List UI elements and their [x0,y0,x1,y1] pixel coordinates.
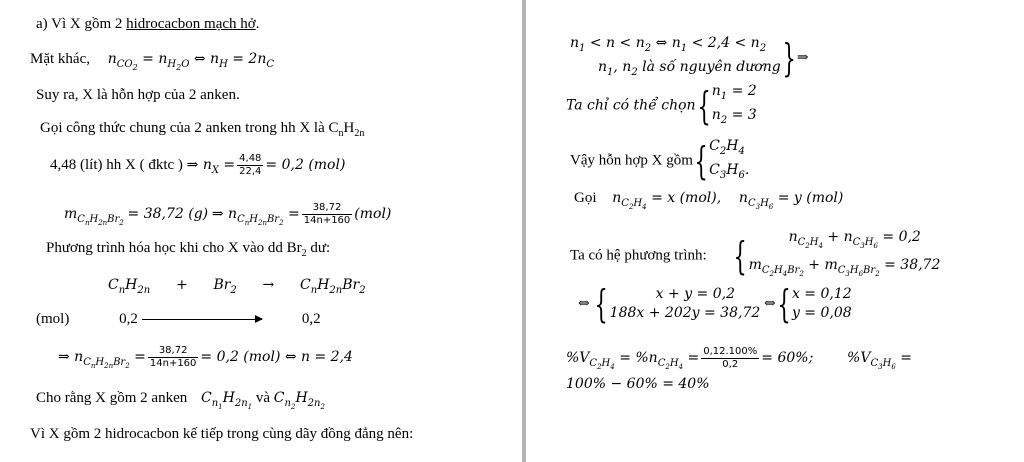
line-system [570,228,940,284]
solve-system [610,285,761,323]
implies-arrow: ⇒ [796,49,809,66]
line-intro [36,15,259,33]
percent-final: 100% − 60% = 40% [566,376,710,392]
line-conclusion: Suy ra, X là hỗn hợp của 2 anken. [36,87,240,103]
define-y: $n_{C_3H_6} = y$ (mol) [738,190,844,211]
line-inequality [570,34,809,82]
n2-value: = 3 [731,107,757,123]
solve-eq2: 188x + 202y = 38,72 [609,305,761,321]
mass-product-symbol: $m_{C_nH_{2n}Br_2}$ [64,205,124,227]
mixture-text: Vậy hỗn hợp X gồm [570,152,693,169]
line-mass-product [64,202,391,232]
fraction-den: 14n+160 [149,358,197,369]
intro-suffix: . [255,16,260,32]
inequality-row2: $n_1$, $n_2$ là số nguyên dương [598,59,781,78]
reaction-title-text: Phương trình hóa học khi cho X vào dd Br [46,240,302,256]
moles-x-text: 4,48 (lít) hh X ( đktc ) [50,156,183,173]
line-equation [108,276,366,300]
inequality-system [570,34,781,82]
mass-product-unit: (mol) [354,205,392,222]
define-text: Gọi [574,190,597,206]
x-value: = x (mol), [651,190,722,206]
ratio-formula: $n_{CO_2} = n_{H_2O}$ ⇔ $n_H = 2n_C$ [107,51,275,72]
mol-label: (mol) [36,311,70,327]
line-mixture [570,137,749,185]
solution-x: x = 0,12 [791,286,852,302]
fraction-num: 38,72 [302,202,353,215]
percent-result: = 60%; [761,349,814,366]
fraction-percent [701,346,759,371]
closing-brace: } [782,36,796,80]
long-arrow [142,319,262,320]
fraction-num: 4,48 [239,153,262,164]
fraction-den: 0,2 [722,359,739,370]
product-dibromide: $C_nH_{2n}Br_2$ [300,277,366,296]
line-ratio [30,50,274,77]
general-formula-text: Gọi công thức chung của 2 anken trong hh X là [40,120,325,136]
moles-x-formula: ⇒ $n_X$ = [186,156,236,176]
fraction-num: 38,72 [148,345,199,358]
line-percent [566,346,912,376]
alkene-1: $C_{n_1}H_{2n_1}$ [200,390,253,411]
fraction-den: 22,4 [239,166,262,177]
line-n-value [58,345,353,375]
reaction-arrow: → [262,277,275,293]
line-mol-ratio [36,310,321,328]
alkene-2: $C_{n_2}H_{2n_2}$ [273,390,325,411]
solution-system [792,285,852,323]
system-eq1: $n_{C_2H_4} + n_{C_3H_6} = 0,2$ [788,229,921,250]
line-reaction-title: Phương trình hóa học khi cho X vào dd $Br_2$ dư: [46,240,331,259]
line-general-formula: Gọi công thức chung của 2 anken trong hh X là $C_nH_{2n}$ [40,120,365,139]
line-percent-final [566,375,710,393]
plus-sign: + [175,277,188,293]
line-moles-x [50,153,345,180]
mixture-system [709,137,749,185]
column-divider [522,0,526,462]
line-choose [566,82,757,130]
percent-formula: $\%V_{C_2H_4} = \%n_{C_2H_4}$ = [566,349,700,371]
fraction-3872 [302,202,353,227]
define-x: $n_{C_2H_4} = x$ (mol), [612,190,722,211]
ineq-part2: < 2,4 < [691,35,747,51]
ratio-label: Mặt khác, [30,51,90,67]
propene: $C_3H_6$. [709,162,750,181]
ineq-part1: < n < [589,35,632,51]
choose-text: Ta chỉ có thể chọn [566,97,696,114]
opening-brace: { [694,139,708,183]
system-text: Ta có hệ phương trình: [570,247,707,264]
mol-value-a: 0,2 [119,311,138,327]
opening-brace: { [777,282,791,326]
equiv-arrow-2: ⇔ [764,295,776,312]
ethene: $C_2H_4$ [709,138,745,157]
eq2-value: = 38,72 [884,257,941,273]
reactant-alkene: $C_nH_{2n}$ [108,277,151,296]
choose-n1: $n_1 = 2$ [711,83,757,102]
choose-n2: $n_2 = 3$ [711,107,757,126]
line-two-alkenes [36,389,325,416]
solution-y: y = 0,08 [791,305,852,321]
system-eq2: $m_{C_2H_4Br_2} + m_{C_3H_6Br_2} = 38,72$ [748,257,941,278]
and-word: và [255,390,271,406]
fraction-448-224 [237,153,263,178]
eq1-value: = 0,2 [882,229,921,245]
reaction-title-suffix: dư: [306,240,331,256]
fraction-3872-b [148,345,199,370]
opening-brace: { [594,282,609,326]
n1-value: = 2 [731,83,757,99]
line-homologous: Vì X gồm 2 hidrocacbon kế tiếp trong cùng dãy đồng đẳng nên: [30,426,414,442]
solve-eq1: x + y = 0,2 [655,286,736,302]
opening-brace: { [697,84,711,128]
mass-product-moles: ⇒ $n_{C_nH_{2n}Br_2}$ = [211,205,300,227]
ineq-condition: là số nguyên dương [642,59,781,75]
line-define [574,189,843,216]
intro-underlined: hidrocacbon mạch hở [126,16,256,32]
fraction-den: 14n+160 [303,215,351,226]
fraction-num: 0,12.100% [703,346,758,357]
n-value-result: = 0,2 (mol) ⇔ n = 2,4 [200,348,353,365]
mass-product-value: = 38,72 (g) [127,205,209,222]
two-alkenes-text: Cho rằng X gồm 2 anken [36,390,188,406]
moles-x-result: = 0,2 (mol) [265,156,346,173]
choose-system [712,82,757,130]
n-value-formula: ⇒ $n_{C_nH_{2n}Br_2}$ = [58,348,146,370]
intro-text: a) Vì X gồm 2 [36,16,127,32]
line-solve [578,282,852,326]
mol-value-b: 0,2 [301,311,321,327]
opening-brace: { [733,234,748,278]
percent-propene: $\%V_{C_3H_6}$ = [847,349,912,371]
equation-system [749,228,941,284]
reactant-bromine: $Br_2$ [213,277,237,296]
inequality-row1: $n_1 < n < n_2$ ⇔ $n_1 < 2,4 < n_2$ [570,35,767,54]
y-value: = y (mol) [777,190,844,206]
equiv-arrow: ⇔ [578,295,590,312]
